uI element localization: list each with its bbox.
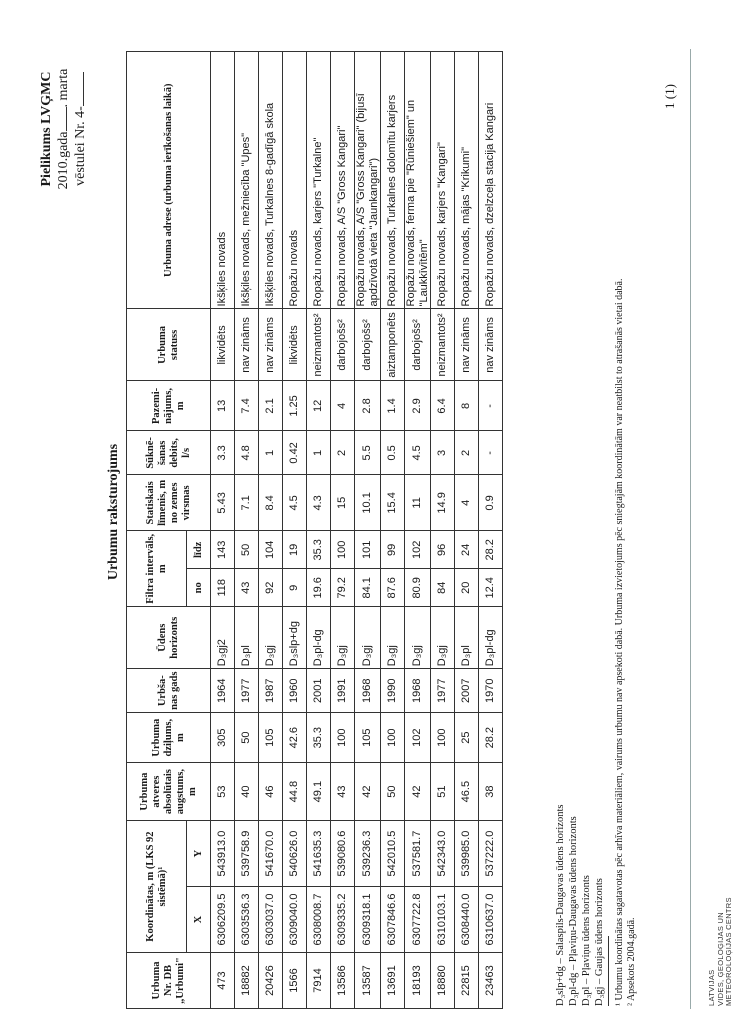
cell-to: 101 bbox=[355, 531, 381, 569]
table-row bbox=[455, 52, 479, 1009]
cell-status: neizmantots² bbox=[431, 309, 455, 381]
cell-draw: 4 bbox=[331, 381, 355, 431]
cell-alt: 46 bbox=[259, 763, 283, 821]
cell-alt: 51 bbox=[431, 763, 455, 821]
cell-hz: D₃gj bbox=[331, 607, 355, 669]
col-altitude: Urbuma atveres absolūtais augstums, m bbox=[127, 763, 211, 821]
cell-y: 542010.5 bbox=[381, 821, 405, 887]
cell-pump: 4.5 bbox=[405, 431, 431, 475]
cell-hz: D₃pl bbox=[455, 607, 479, 669]
cell-depth: 100 bbox=[381, 713, 405, 763]
cell-nr: 23463 bbox=[479, 953, 503, 1009]
footnote-2: ² Apsekots 2004.gadā. bbox=[626, 917, 637, 1006]
cell-static: 8.4 bbox=[259, 475, 283, 531]
cell-hz: D₃gj2 bbox=[211, 607, 235, 669]
cell-from: 79.2 bbox=[331, 569, 355, 607]
cell-status: darbojošs² bbox=[355, 309, 381, 381]
col-filter: Filtra intervāls, m bbox=[127, 531, 187, 607]
cell-hz: D₃pl bbox=[235, 607, 259, 669]
cell-addr: Ropažu novads, mājas "Krikumi" bbox=[455, 52, 479, 309]
cell-x: 6310103.1 bbox=[431, 887, 455, 953]
cell-x: 6307722.8 bbox=[405, 887, 431, 953]
cell-from: 80.9 bbox=[405, 569, 431, 607]
col-pump: Sūknē-šanas debits, l/s bbox=[127, 431, 211, 475]
table-row bbox=[431, 52, 455, 1009]
cell-draw: 7.4 bbox=[235, 381, 259, 431]
cell-alt: 53 bbox=[211, 763, 235, 821]
cell-x: 6307846.6 bbox=[381, 887, 405, 953]
cell-alt: 38 bbox=[479, 763, 503, 821]
cell-to: 96 bbox=[431, 531, 455, 569]
cell-draw: 12 bbox=[307, 381, 331, 431]
cell-year: 1964 bbox=[211, 669, 235, 713]
footnote-1: ¹ Urbumu koordinātas sagatavotas pēc arhīva materiāliem, vairums urbumu nav apsekoti dabā. Urbuma izvietojums pēc sniegtajām koordinātām var neatbilst to atrašanās vietai dabā. bbox=[614, 278, 625, 1006]
table-row bbox=[307, 52, 331, 1009]
col-y: Y bbox=[187, 821, 211, 887]
cell-year: 1987 bbox=[259, 669, 283, 713]
cell-y: 539985.0 bbox=[455, 821, 479, 887]
cell-to: 104 bbox=[259, 531, 283, 569]
cell-alt: 44.8 bbox=[283, 763, 307, 821]
cell-pump: 2 bbox=[331, 431, 355, 475]
cell-status: darbojošs² bbox=[405, 309, 431, 381]
footnotes bbox=[614, 279, 638, 1007]
cell-x: 6310637.0 bbox=[479, 887, 503, 953]
col-year: Urbša-nas gads bbox=[127, 669, 211, 713]
cell-draw: 13 bbox=[211, 381, 235, 431]
cell-from: 12.4 bbox=[479, 569, 503, 607]
col-x: X bbox=[187, 887, 211, 953]
cell-nr: 13587 bbox=[355, 953, 381, 1009]
legend-item: D₃pl – Pļaviņu ūdens horizonts bbox=[581, 875, 592, 1006]
cell-depth: 42.6 bbox=[283, 713, 307, 763]
cell-draw: 2.8 bbox=[355, 381, 381, 431]
cell-hz: D₃gj bbox=[405, 607, 431, 669]
cell-to: 35.3 bbox=[307, 531, 331, 569]
cell-pump: 1 bbox=[259, 431, 283, 475]
col-depth: Urbuma dziļums, m bbox=[127, 713, 211, 763]
cell-alt: 46.5 bbox=[455, 763, 479, 821]
col-status: Urbuma statuss bbox=[127, 309, 211, 381]
cell-to: 28.2 bbox=[479, 531, 503, 569]
cell-pump: - bbox=[479, 431, 503, 475]
cell-nr: 20426 bbox=[259, 953, 283, 1009]
cell-x: 6309318.1 bbox=[355, 887, 381, 953]
table-row bbox=[235, 52, 259, 1009]
cell-x: 6306209.5 bbox=[211, 887, 235, 953]
cell-draw: 8 bbox=[455, 381, 479, 431]
cell-hz: D₃gj bbox=[355, 607, 381, 669]
letter-no-blank bbox=[83, 72, 84, 106]
table-row bbox=[211, 52, 235, 1009]
cell-from: 9 bbox=[283, 569, 307, 607]
cell-to: 143 bbox=[211, 531, 235, 569]
cell-pump: 0.5 bbox=[381, 431, 405, 475]
legend-item: D₃slp+dg – Salaspils-Daugavas ūdens horizonts bbox=[555, 804, 566, 1006]
header-line-3 bbox=[72, 14, 89, 244]
cell-year: 1977 bbox=[431, 669, 455, 713]
cell-status: darbojošs² bbox=[331, 309, 355, 381]
cell-depth: 105 bbox=[259, 713, 283, 763]
table-row bbox=[405, 52, 431, 1009]
cell-nr: 18882 bbox=[235, 953, 259, 1009]
cell-x: 6309335.2 bbox=[331, 887, 355, 953]
cell-depth: 25 bbox=[455, 713, 479, 763]
cell-from: 20 bbox=[455, 569, 479, 607]
cell-status: neizmantots² bbox=[307, 309, 331, 381]
cell-nr: 7914 bbox=[307, 953, 331, 1009]
cell-depth: 305 bbox=[211, 713, 235, 763]
logo-line: LATVIJAS bbox=[707, 969, 716, 1006]
logo-line: METEOROLOĢIJAS CENTRS bbox=[724, 897, 733, 1006]
header-month: . marta bbox=[56, 68, 71, 108]
cell-to: 24 bbox=[455, 531, 479, 569]
cell-y: 541670.0 bbox=[259, 821, 283, 887]
cell-depth: 100 bbox=[331, 713, 355, 763]
cell-addr: Ropažu novads, karjers "Kangari" bbox=[431, 52, 455, 309]
cell-pump: 5.5 bbox=[355, 431, 381, 475]
cell-y: 541635.3 bbox=[307, 821, 331, 887]
cell-static: 15 bbox=[331, 475, 355, 531]
legend-item: D₃pl-dg – Pļaviņu-Daugavas ūdens horizonts bbox=[568, 816, 579, 1006]
cell-depth: 100 bbox=[431, 713, 455, 763]
cell-x: 6303536.3 bbox=[235, 887, 259, 953]
cell-alt: 49.1 bbox=[307, 763, 331, 821]
legend-item: D₃gj – Gaujas ūdens horizonts bbox=[594, 878, 605, 1006]
cell-static: 10.1 bbox=[355, 475, 381, 531]
cell-static: 4 bbox=[455, 475, 479, 531]
cell-nr: 18193 bbox=[405, 953, 431, 1009]
cell-y: 537222.0 bbox=[479, 821, 503, 887]
col-to: līdz bbox=[187, 531, 211, 569]
cell-x: 6309040.0 bbox=[283, 887, 307, 953]
cell-addr: Ikšķiles novads bbox=[211, 52, 235, 309]
cell-from: 118 bbox=[211, 569, 235, 607]
cell-pump: 3.3 bbox=[211, 431, 235, 475]
col-nr-db: Urbuma Nr. DB „Urbumi" bbox=[127, 953, 211, 1009]
cell-draw: 1.25 bbox=[283, 381, 307, 431]
wells-table bbox=[126, 51, 503, 1009]
cell-hz: D₃slp+dg bbox=[283, 607, 307, 669]
cell-alt: 40 bbox=[235, 763, 259, 821]
cell-from: 84 bbox=[431, 569, 455, 607]
cell-status: nav zināms bbox=[235, 309, 259, 381]
table-row bbox=[381, 52, 405, 1009]
cell-static: 7.1 bbox=[235, 475, 259, 531]
cell-alt: 50 bbox=[381, 763, 405, 821]
cell-depth: 28.2 bbox=[479, 713, 503, 763]
cell-addr: Ropažu novads, Turkalnes dolomītu karjers bbox=[381, 52, 405, 309]
cell-static: 0.9 bbox=[479, 475, 503, 531]
header-letter-no: vēstulei Nr. 4- bbox=[73, 106, 88, 186]
col-horizon: Ūdens horizonts bbox=[127, 607, 211, 669]
header-year: 2010.gada bbox=[56, 131, 71, 190]
cell-year: 2001 bbox=[307, 669, 331, 713]
cell-draw: 6.4 bbox=[431, 381, 455, 431]
cell-pump: 2 bbox=[455, 431, 479, 475]
cell-alt: 43 bbox=[331, 763, 355, 821]
cell-status: nav zināms bbox=[455, 309, 479, 381]
cell-draw: 1.4 bbox=[381, 381, 405, 431]
cell-pump: 4.8 bbox=[235, 431, 259, 475]
cell-status: likvidēts bbox=[211, 309, 235, 381]
cell-nr: 13586 bbox=[331, 953, 355, 1009]
cell-addr: Ropažu novads, A/S "Gross Kangari" (bijusī apdzīvotā vieta "Jaunkangari") bbox=[355, 52, 381, 309]
col-from: no bbox=[187, 569, 211, 607]
cell-nr: 473 bbox=[211, 953, 235, 1009]
cell-y: 543913.0 bbox=[211, 821, 235, 887]
cell-to: 99 bbox=[381, 531, 405, 569]
col-static: Statiskais līmenis, m no zemes virsmas bbox=[127, 475, 211, 531]
table-row bbox=[355, 52, 381, 1009]
cell-nr: 1566 bbox=[283, 953, 307, 1009]
horizon-legend bbox=[554, 805, 606, 1006]
cell-hz: D₃gj bbox=[431, 607, 455, 669]
cell-to: 50 bbox=[235, 531, 259, 569]
cell-hz: D₃gj bbox=[381, 607, 405, 669]
cell-pump: 1 bbox=[307, 431, 331, 475]
cell-y: 539758.9 bbox=[235, 821, 259, 887]
cell-pump: 3 bbox=[431, 431, 455, 475]
cell-alt: 42 bbox=[355, 763, 381, 821]
cell-static: 4.3 bbox=[307, 475, 331, 531]
cell-y: 537581.7 bbox=[405, 821, 431, 887]
cell-nr: 13691 bbox=[381, 953, 405, 1009]
cell-static: 5.43 bbox=[211, 475, 235, 531]
cell-draw: 2.9 bbox=[405, 381, 431, 431]
cell-hz: D₃gj bbox=[259, 607, 283, 669]
cell-x: 6303037.0 bbox=[259, 887, 283, 953]
cell-year: 1990 bbox=[381, 669, 405, 713]
cell-x: 6308440.0 bbox=[455, 887, 479, 953]
logo-line: VIDES, ĢEOLOĢIJAS UN bbox=[715, 912, 725, 1006]
footer-rule bbox=[690, 49, 691, 1009]
cell-nr: 18880 bbox=[431, 953, 455, 1009]
cell-addr: Ikšķiles novads, Turkalnes 8-gadīgā skola bbox=[259, 52, 283, 309]
cell-depth: 105 bbox=[355, 713, 381, 763]
cell-addr: Ikšķiles novads, mežniecība "Upes" bbox=[235, 52, 259, 309]
cell-to: 102 bbox=[405, 531, 431, 569]
cell-hz: D₃pl-dg bbox=[479, 607, 503, 669]
page-number: 1 (1) bbox=[662, 84, 677, 109]
cell-status: nav zināms bbox=[259, 309, 283, 381]
cell-x: 6308008.7 bbox=[307, 887, 331, 953]
organization-logo-text bbox=[708, 897, 734, 1006]
cell-nr: 22815 bbox=[455, 953, 479, 1009]
table-row bbox=[331, 52, 355, 1009]
cell-year: 2007 bbox=[455, 669, 479, 713]
cell-year: 1991 bbox=[331, 669, 355, 713]
cell-to: 19 bbox=[283, 531, 307, 569]
cell-static: 4.5 bbox=[283, 475, 307, 531]
cell-addr: Ropažu novads bbox=[283, 52, 307, 309]
cell-from: 92 bbox=[259, 569, 283, 607]
cell-from: 43 bbox=[235, 569, 259, 607]
cell-pump: 0.42 bbox=[283, 431, 307, 475]
cell-static: 11 bbox=[405, 475, 431, 531]
footnote-separator bbox=[608, 936, 609, 1006]
cell-depth: 35.3 bbox=[307, 713, 331, 763]
col-coords: Koordinātas, m (LKS 92 sistēmā)¹ bbox=[127, 821, 187, 953]
page-title: Urbumu raksturojums bbox=[106, 443, 121, 581]
cell-status: aiztamponēts bbox=[381, 309, 405, 381]
cell-static: 14.9 bbox=[431, 475, 455, 531]
cell-y: 540626.0 bbox=[283, 821, 307, 887]
cell-depth: 50 bbox=[235, 713, 259, 763]
header-line-1: Pielikums LVĢMC bbox=[39, 71, 54, 187]
cell-y: 539080.6 bbox=[331, 821, 355, 887]
table-row bbox=[283, 52, 307, 1009]
cell-from: 87.6 bbox=[381, 569, 405, 607]
table-row bbox=[479, 52, 503, 1009]
cell-y: 542343.0 bbox=[431, 821, 455, 887]
header-line-2 bbox=[55, 14, 72, 244]
cell-addr: Ropažu novads, ferma pie "Rūniešiem" un "Laukkīvītēm" bbox=[405, 52, 431, 309]
cell-status: likvidēts bbox=[283, 309, 307, 381]
cell-hz: D₃pl-dg bbox=[307, 607, 331, 669]
table-row bbox=[259, 52, 283, 1009]
cell-year: 1960 bbox=[283, 669, 307, 713]
cell-year: 1968 bbox=[355, 669, 381, 713]
cell-status: nav zināms bbox=[479, 309, 503, 381]
cell-static: 15.4 bbox=[381, 475, 405, 531]
attachment-header bbox=[38, 14, 89, 244]
cell-draw: 2.1 bbox=[259, 381, 283, 431]
cell-draw: - bbox=[479, 381, 503, 431]
cell-y: 539236.3 bbox=[355, 821, 381, 887]
day-blank bbox=[66, 107, 67, 131]
cell-alt: 42 bbox=[405, 763, 431, 821]
cell-year: 1968 bbox=[405, 669, 431, 713]
cell-year: 1970 bbox=[479, 669, 503, 713]
cell-to: 100 bbox=[331, 531, 355, 569]
cell-addr: Ropažu novads, dzelzceļa stacija Kangari bbox=[479, 52, 503, 309]
col-drawdown: Pazemi-nājums, m bbox=[127, 381, 211, 431]
cell-addr: Ropažu novads, A/S "Gross Kangari" bbox=[331, 52, 355, 309]
cell-year: 1977 bbox=[235, 669, 259, 713]
cell-addr: Ropažu novads, karjers "Turkalne" bbox=[307, 52, 331, 309]
cell-from: 84.1 bbox=[355, 569, 381, 607]
cell-from: 19.6 bbox=[307, 569, 331, 607]
cell-depth: 102 bbox=[405, 713, 431, 763]
col-address: Urbuma adrese (urbuma ierīkošanas laikā) bbox=[127, 52, 211, 309]
